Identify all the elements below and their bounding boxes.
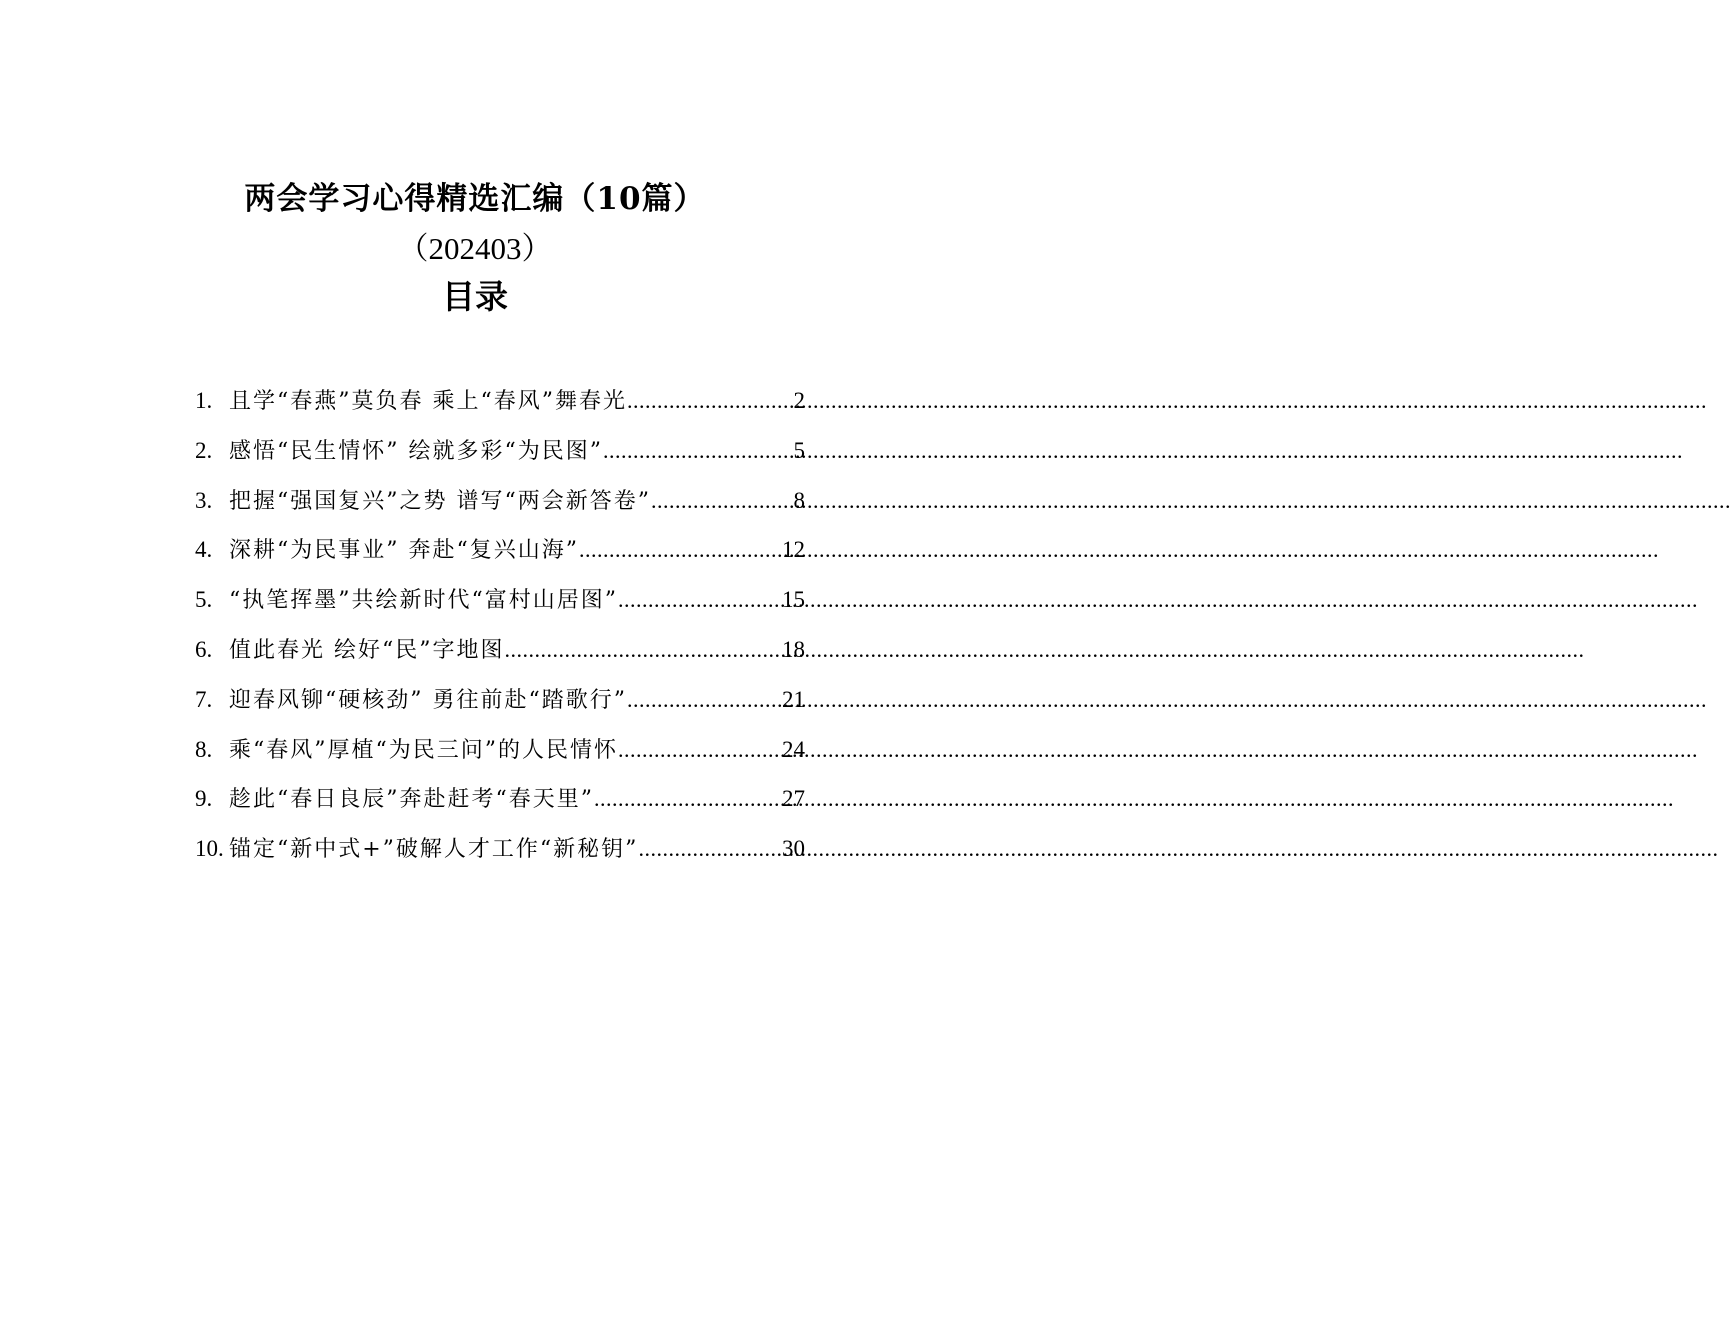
toc-entry-number: 10.: [195, 836, 224, 862]
toc-entry[interactable]: [195, 774, 805, 824]
toc-entry[interactable]: [195, 575, 805, 625]
toc-entry-page: 24: [782, 736, 805, 762]
toc-entry-title: “执笔挥墨”共绘新时代“富村山居图”: [229, 588, 618, 614]
toc-leader-dots: [618, 725, 782, 775]
toc-leader-dots: [505, 625, 783, 675]
toc-leader-dots: [594, 774, 782, 824]
toc-leader-dots: [638, 824, 782, 874]
toc-entry-number: 1.: [195, 388, 213, 413]
toc-entry[interactable]: [195, 376, 805, 426]
toc-entry-title: 感悟“民生情怀” 绘就多彩“为民图”: [229, 438, 603, 464]
toc-entry-number: 9.: [195, 786, 213, 812]
toc-entry-title: 值此春光 绘好“民”字地图: [229, 637, 505, 663]
toc-entry[interactable]: [195, 625, 805, 675]
toc-entry-number: 5.: [195, 587, 213, 613]
document-title: 两会学习心得精选汇编（10篇）: [244, 181, 706, 217]
toc-leader-dots: [618, 575, 782, 625]
document-date: （202403）: [397, 231, 553, 266]
toc-entry-page: 2: [793, 388, 805, 413]
toc-entry-number: 4.: [195, 537, 213, 563]
toc-entry-page: 30: [782, 836, 805, 862]
toc-entry-number: 2.: [195, 437, 213, 463]
toc-entry-number: 6.: [195, 636, 213, 662]
toc-entry[interactable]: [195, 675, 805, 725]
toc-entry-page: 21: [782, 686, 805, 712]
toc-leader-dots: [627, 376, 794, 426]
toc-entry-page: 15: [782, 587, 805, 613]
toc-entry[interactable]: [195, 525, 805, 575]
toc-entry-title: 乘“春风”厚植“为民三问”的人民情怀: [229, 737, 618, 763]
toc-entry-title: 锚定“新中式+”破解人才工作“新秘钥”: [229, 837, 639, 863]
toc-entry-title: 迎春风铆“硬核劲” 勇往前赴“踏歌行”: [229, 687, 627, 713]
toc-entry-title: 且学“春燕”莫负春 乘上“春风”舞春光: [229, 389, 627, 414]
toc-entry[interactable]: [195, 725, 805, 775]
toc-leader-dots: [651, 476, 794, 526]
toc-entry-page: 12: [782, 537, 805, 563]
toc-entry-page: 27: [782, 786, 805, 812]
toc-leader-dots: [603, 426, 794, 476]
toc-entry-title: 把握“强国复兴”之势 谱写“两会新答卷”: [229, 488, 651, 514]
toc-entry-title: 深耕“为民事业” 奔赴“复兴山海”: [229, 538, 579, 564]
toc-leader-dots: [627, 675, 782, 725]
toc-entry-number: 8.: [195, 736, 213, 762]
toc-entry-page: 8: [793, 487, 805, 513]
toc-entry-page: 5: [793, 437, 805, 463]
toc-entry-number: 7.: [195, 686, 213, 712]
toc-leader-dots: [579, 525, 782, 575]
table-of-contents: [195, 376, 805, 874]
toc-entry-page: 18: [782, 636, 805, 662]
toc-entry[interactable]: [195, 476, 805, 526]
toc-entry-number: 3.: [195, 487, 213, 513]
toc-entry-title: 趁此“春日良辰”奔赴赶考“春天里”: [229, 787, 594, 813]
toc-entry[interactable]: [195, 824, 805, 874]
toc-entry[interactable]: [195, 426, 805, 476]
toc-heading: 目录: [442, 277, 508, 316]
